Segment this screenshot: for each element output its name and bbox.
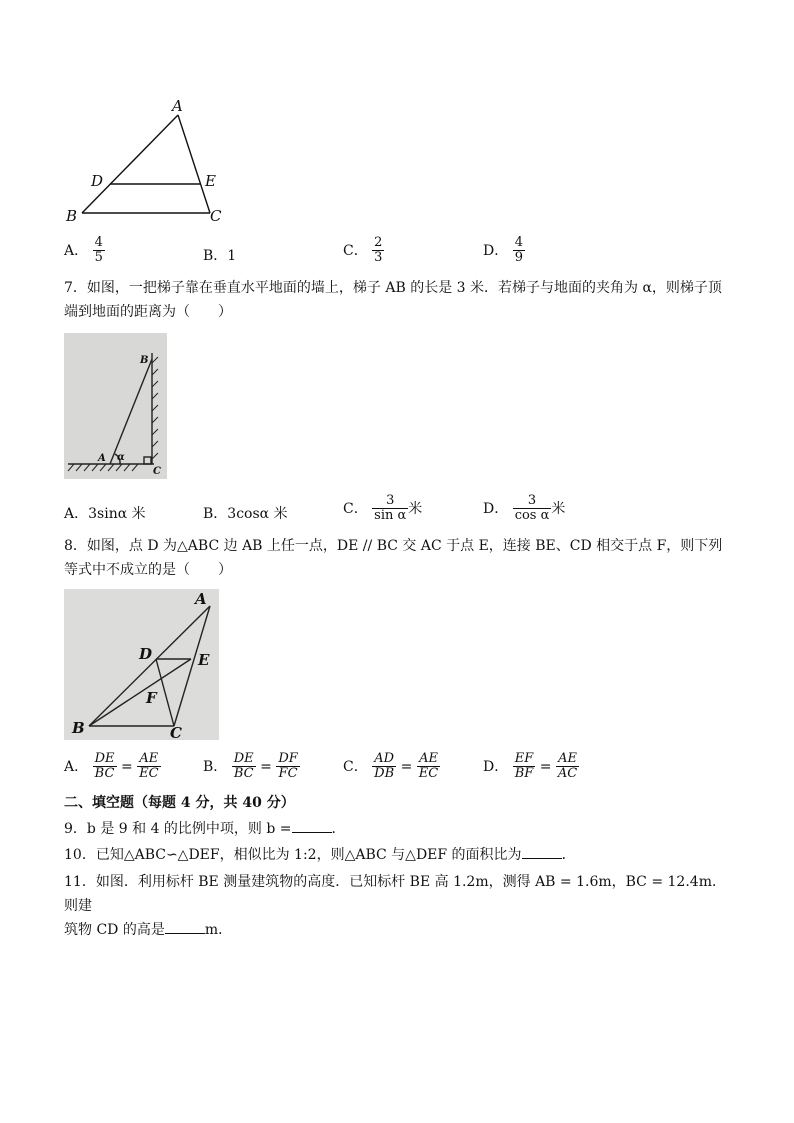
- q6-option-a[interactable]: A． $\frac{4}{5}$: [64, 235, 103, 266]
- q6-triangle-figure: [60, 95, 230, 230]
- q7-ladder-photo: [64, 333, 167, 479]
- q8-option-b[interactable]: B． $\frac{DE}{BC}$ = $\frac{DF}{FC}$: [203, 751, 298, 782]
- segment-cd: [156, 659, 174, 726]
- q11: 11．如图．利用标杆 BE 测量建筑物的高度．已知标杆 BE 高 1.2m，测得 AB = 1.6m，BC = 12.4m．则建 筑物 CD 的高是 m．: [64, 874, 726, 938]
- label-c: C: [170, 724, 182, 740]
- label-d: D: [91, 172, 104, 190]
- ladder-line: [110, 359, 152, 464]
- q7-option-b[interactable]: B．3cosα 米: [203, 506, 288, 522]
- label-f: F: [146, 689, 157, 707]
- q8-stem: 8．如图，点 D 为△ABC 边 AB 上任一点，DE // BC 交 AC 于点 E，连接 BE、CD 相交于点 F，则下列 等式中不成立的是（ ）: [64, 538, 723, 578]
- q7-stem: 7．如图，一把梯子靠在垂直水平地面的墙上，梯子 AB 的长是 3 米．若梯子与地面的夹角为 α，则梯子顶 端到地面的距离为（ ）: [64, 280, 722, 320]
- triangle-diagram: [64, 589, 219, 740]
- q11-answer-blank[interactable]: [165, 921, 205, 934]
- label-a: A: [172, 97, 183, 115]
- label-b: B: [72, 719, 85, 737]
- q7-option-d[interactable]: D． $\frac{3}{\text{cos α}}$ 米: [483, 493, 566, 524]
- side-ab: [82, 115, 178, 213]
- q7-option-c[interactable]: C． $\frac{3}{\text{sin α}}$ 米: [343, 493, 423, 524]
- q10-answer-blank[interactable]: [522, 846, 562, 859]
- label-alpha: α: [117, 452, 125, 463]
- label-b: B: [66, 207, 78, 225]
- segment-be: [89, 659, 191, 726]
- label-e: E: [205, 172, 216, 190]
- label-e: E: [198, 651, 210, 669]
- q8-triangle-photo: [64, 589, 219, 740]
- ladder-diagram: [64, 333, 167, 479]
- label-c: C: [210, 207, 222, 225]
- label-a: A: [195, 590, 207, 608]
- q8-option-d[interactable]: D． $\frac{EF}{BF}$ = $\frac{AE}{AC}$: [483, 751, 578, 782]
- q9: 9．b 是 9 和 4 的比例中项，则 b = ．: [64, 821, 346, 837]
- label-c: C: [153, 466, 161, 477]
- q9-answer-blank[interactable]: [292, 820, 332, 833]
- q7-option-a[interactable]: A．3sinα 米: [64, 506, 146, 522]
- side-ac: [178, 115, 210, 213]
- q10: 10．已知△ABC∽△DEF，相似比为 1:2，则△ABC 与△DEF 的面积比为 ．: [64, 847, 576, 863]
- label-a: A: [98, 453, 106, 464]
- label-b: B: [140, 355, 149, 366]
- q6-option-b[interactable]: B．1: [203, 248, 237, 264]
- q6-option-d[interactable]: D． $\frac{4}{9}$: [483, 235, 523, 266]
- right-angle-mark: [144, 457, 151, 464]
- q8-option-a[interactable]: A． $\frac{DE}{BC}$ = $\frac{AE}{EC}$: [64, 751, 159, 782]
- label-d: D: [139, 645, 153, 663]
- q8-option-c[interactable]: C． $\frac{AD}{DB}$ = $\frac{AE}{EC}$: [343, 751, 439, 782]
- q6-option-c[interactable]: C． $\frac{2}{3}$: [343, 235, 383, 266]
- section-heading: 二、填空题（每题 4 分，共 40 分）: [64, 795, 295, 811]
